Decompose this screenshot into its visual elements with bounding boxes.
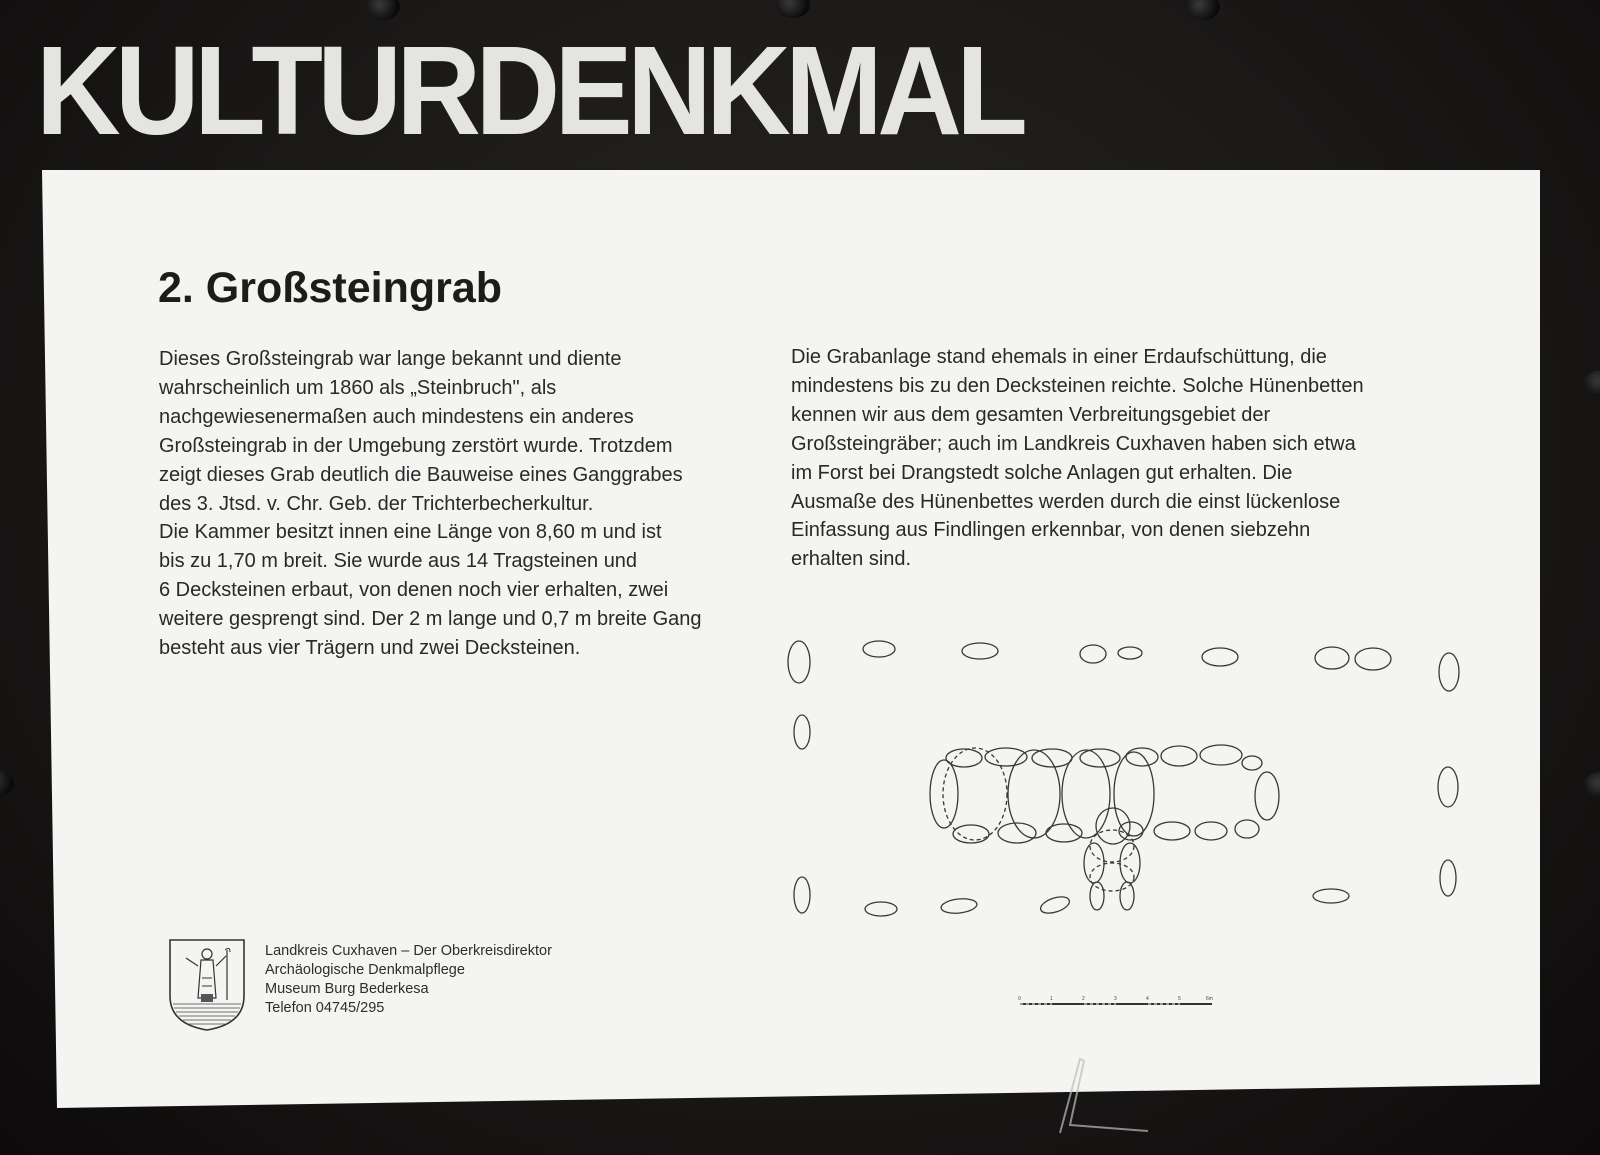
- footer-address: [265, 942, 552, 1018]
- coat-of-arms-icon: [168, 938, 246, 1032]
- wall-stone: [1200, 745, 1242, 765]
- scale-label: 1: [1050, 996, 1053, 1002]
- screw-icon: [0, 770, 14, 796]
- footer-line: Telefon 04745/295: [265, 1000, 385, 1016]
- wall-stone: [1046, 824, 1082, 842]
- enclosure-stone: [794, 715, 810, 749]
- scale-label: 0: [1018, 996, 1021, 1002]
- wall-stone: [1119, 822, 1143, 840]
- passage-stone: [1120, 882, 1134, 910]
- left-text-column: [159, 345, 702, 663]
- enclosure-stone: [863, 641, 895, 657]
- enclosure-stone: [1438, 767, 1458, 807]
- scale-label: 3: [1114, 996, 1117, 1002]
- passage-cap-stone: [1090, 863, 1134, 891]
- wall-stone: [1154, 822, 1190, 840]
- enclosure-stone: [940, 897, 977, 915]
- wall-stone: [1161, 746, 1197, 766]
- passage-stone: [1090, 882, 1104, 910]
- paragraph-line: Großsteingrab in der Umgebung zerstört wurde. Trotzdem: [159, 434, 673, 457]
- enclosure-stone: [1080, 645, 1106, 663]
- screw-icon: [366, 0, 400, 20]
- paragraph-line: mindestens bis zu den Decksteinen reichte. Solche Hünenbetten: [791, 374, 1364, 397]
- wall-stone: [1195, 822, 1227, 840]
- wall-stone: [1126, 748, 1158, 766]
- wall-stone: [998, 823, 1036, 843]
- enclosure-stone: [1118, 647, 1142, 659]
- scale-label: 6m: [1206, 996, 1213, 1002]
- headline: KULTURDENKMAL: [36, 20, 1023, 161]
- wall-stone: [1235, 820, 1259, 838]
- enclosure-stone: [1439, 653, 1459, 691]
- cap-stone: [1008, 750, 1060, 838]
- scale-label: 2: [1082, 996, 1085, 1002]
- enclosure-stone: [1355, 648, 1391, 670]
- page-title: 2. Großsteingrab: [158, 264, 503, 312]
- screw-icon: [1584, 772, 1600, 798]
- enclosure-stone: [1202, 648, 1238, 666]
- passage-cap-stone: [1090, 830, 1134, 862]
- paragraph-line: 6 Decksteinen erbaut, von denen noch vier erhalten, zwei: [159, 579, 669, 602]
- enclosure-stone: [1315, 647, 1349, 669]
- enclosure-stone: [788, 641, 810, 683]
- passage-stone: [1084, 843, 1104, 883]
- footer-line: Museum Burg Bederkesa: [265, 981, 429, 997]
- wall-stone: [1242, 756, 1262, 770]
- wall-stone: [1255, 772, 1279, 820]
- screw-icon: [1186, 0, 1220, 20]
- enclosure-stone: [865, 902, 897, 916]
- passage-stone: [1120, 843, 1140, 883]
- enclosure-stone: [794, 877, 810, 913]
- footer-line: Landkreis Cuxhaven – Der Oberkreisdirektor: [265, 943, 552, 959]
- megalith-ground-plan: [770, 620, 1490, 1040]
- right-text-column: [791, 343, 1364, 574]
- screw-icon: [1584, 370, 1600, 396]
- paragraph-line: Dieses Großsteingrab war lange bekannt und diente: [159, 348, 622, 370]
- enclosure-stone: [1313, 889, 1349, 903]
- paragraph-line: weitere gesprengt sind. Der 2 m lange und 0,7 m breite Gang: [159, 608, 702, 631]
- scale-label: 5: [1178, 996, 1181, 1002]
- enclosure-stone: [1440, 860, 1456, 896]
- paragraph-line: Ausmaße des Hünenbettes werden durch die einst lückenlose: [791, 490, 1341, 513]
- paragraph-line: des 3. Jtsd. v. Chr. Geb. der Trichterbecherkultur.: [159, 492, 594, 515]
- wall-stone: [930, 760, 958, 828]
- paragraph-line: kennen wir aus dem gesamten Verbreitungsgebiet der: [791, 403, 1271, 426]
- scale-label: 4: [1146, 996, 1149, 1002]
- paragraph-line: Einfassung aus Findlingen erkennbar, von denen siebzehn: [791, 519, 1311, 542]
- paragraph-line: besteht aus vier Trägern und zwei Decksteinen.: [159, 637, 581, 660]
- scale-bar: [1016, 995, 1216, 1007]
- paragraph-line: im Forst bei Drangstedt solche Anlagen gut erhalten. Die: [791, 461, 1293, 484]
- passage-stone: [1096, 808, 1130, 844]
- cap-stone: [943, 748, 1007, 840]
- footer-line: Archäologische Denkmalpflege: [265, 962, 465, 978]
- reflection-mark: [1040, 1055, 1150, 1135]
- paragraph-line: Großsteingräber; auch im Landkreis Cuxhaven haben sich etwa: [791, 432, 1356, 455]
- enclosure-stone: [1039, 894, 1072, 917]
- paragraph-line: bis zu 1,70 m breit. Sie wurde aus 14 Tragsteinen und: [159, 550, 638, 573]
- paragraph-line: zeigt dieses Grab deutlich die Bauweise eines Ganggrabes: [159, 463, 683, 486]
- paragraph-line: nachgewiesenermaßen auch mindestens ein anderes: [159, 405, 634, 428]
- enclosure-stone: [962, 643, 998, 659]
- paragraph-line: erhalten sind.: [791, 548, 912, 571]
- wall-stone: [1032, 749, 1072, 767]
- paragraph-line: wahrscheinlich um 1860 als „Steinbruch", als: [159, 376, 557, 399]
- paragraph-line: Die Grabanlage stand ehemals in einer Erdaufschüttung, die: [791, 346, 1327, 368]
- paragraph-line: Die Kammer besitzt innen eine Länge von 8,60 m und ist: [159, 521, 662, 544]
- screw-icon: [776, 0, 810, 18]
